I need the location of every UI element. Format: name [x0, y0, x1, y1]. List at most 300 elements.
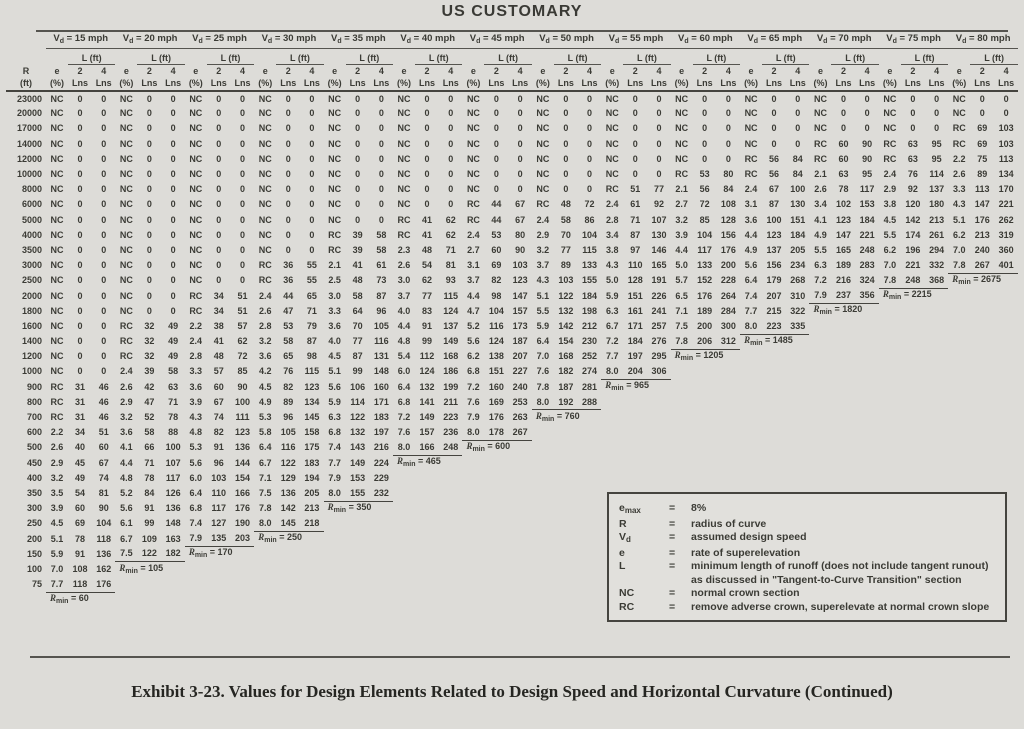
l-2lane-value: 44: [491, 199, 502, 210]
l-2lane-value: 0: [146, 290, 152, 301]
e-value: 4.8: [189, 427, 203, 438]
l-4lane-value: 176: [92, 577, 115, 592]
e-unit: (%): [393, 77, 415, 91]
l-2lane-value: 221: [905, 260, 921, 271]
l-2lane-value: 223: [762, 319, 786, 334]
l-4lane-value: 104: [96, 518, 112, 529]
l-2lane-value: 0: [146, 260, 152, 271]
e-value: 7.6: [467, 396, 480, 407]
l-2lane-value: 89: [977, 169, 988, 180]
l-2lane-value: 54: [422, 260, 433, 271]
l-4lane-value: 175: [304, 442, 320, 453]
l-4lane-value: 115: [304, 366, 320, 377]
l-2lane-value: 207: [766, 290, 782, 301]
l-4lane-value: 0: [101, 169, 107, 180]
l-4lane-value: 183: [373, 412, 389, 423]
l-4lane-value: 0: [170, 199, 176, 210]
e-unit: (%): [324, 77, 346, 91]
l-4lane-value: 0: [864, 93, 870, 104]
l-4lane-value: 145: [304, 412, 320, 423]
l-2lane-value: 0: [355, 153, 361, 164]
runoff-length-header: L (ft): [970, 49, 1018, 65]
l-4lane-value: 184: [790, 229, 806, 240]
l-2lane-value: 153: [350, 472, 366, 483]
e-value: 7.8: [536, 381, 550, 392]
e-value: 2.6: [50, 442, 64, 453]
e-value: RC: [397, 214, 411, 225]
e-value: 5.4: [397, 351, 411, 362]
l-4lane-value: 0: [795, 93, 801, 104]
l-2lane-value: 147: [974, 199, 990, 210]
l-4lane-value: 0: [587, 138, 593, 149]
empty-cell: [809, 334, 878, 349]
l-2lane-value: 0: [979, 93, 985, 104]
legend-definition: radius of curve: [691, 517, 767, 530]
lns-label: Lns: [855, 77, 878, 91]
legend-equals: =: [669, 517, 676, 530]
l-4lane-value: 67: [515, 214, 526, 225]
l-4lane-value: 198: [582, 305, 598, 316]
e-value: 5.1: [536, 290, 550, 301]
lns-label: Lns: [623, 77, 647, 91]
radius-value: 350: [26, 487, 42, 498]
l-2lane-value: 142: [558, 320, 574, 331]
rmin-note: $R_{min} = 350$: [327, 501, 372, 514]
l-4lane-value: 163: [165, 533, 181, 544]
l-4lane-value: 176: [235, 503, 251, 514]
l-2lane-value: 53: [699, 169, 710, 180]
l-4lane-value: 0: [170, 123, 176, 134]
e-value: 5.6: [120, 503, 133, 514]
e-value: NC: [50, 320, 64, 331]
l-4lane-value: 294: [929, 244, 945, 255]
l-2lane-value: 124: [419, 366, 435, 377]
l-2lane-value: 0: [77, 351, 83, 362]
l-4lane-value: 324: [859, 275, 875, 286]
rmin-note: $R_{min} = 465$: [397, 456, 441, 469]
legend-box: [607, 492, 1007, 622]
e-col-spacer: [185, 49, 207, 65]
l-4lane-value: 154: [235, 472, 251, 483]
l-4lane-value: 136: [235, 442, 251, 453]
l-2lane-value: 160: [488, 381, 504, 392]
l-4lane-value: 0: [656, 93, 662, 104]
l-4lane-value: 146: [651, 244, 667, 255]
l-2lane-value: 48: [422, 244, 433, 255]
l-4lane-value: 0: [656, 123, 662, 134]
e-value: 7.8: [258, 503, 272, 514]
l-4lane-value: 184: [859, 214, 875, 225]
l-4lane-value: 213: [304, 503, 320, 514]
empty-cell: [809, 395, 878, 410]
l-2lane-value: 0: [979, 108, 985, 119]
e-value: 4.1: [814, 214, 827, 225]
e-value: NC: [883, 123, 897, 134]
e-value: 4.8: [120, 472, 133, 483]
lns-label: Lns: [578, 77, 601, 91]
l-2lane-value: 0: [146, 184, 152, 195]
e-value: NC: [397, 153, 411, 164]
empty-cell: [254, 592, 323, 607]
e-value: 7.2: [814, 275, 827, 286]
l-2lane-value: 0: [77, 336, 83, 347]
empty-cell: [879, 456, 948, 471]
empty-cell: [671, 456, 740, 471]
e-value: 7.8: [671, 334, 693, 349]
radius-value: 6000: [21, 199, 42, 210]
e-value: 2.7: [675, 199, 688, 210]
table-row: [6, 228, 1018, 243]
l-2lane-value: 0: [77, 93, 83, 104]
l-2lane-value: 196: [905, 244, 921, 255]
e-value: NC: [397, 138, 411, 149]
l-4lane-value: 0: [725, 138, 731, 149]
l-2lane-value: 0: [285, 184, 291, 195]
e-unit: (%): [532, 77, 554, 91]
e-value: RC: [258, 260, 272, 271]
l-2lane-value: 104: [697, 229, 713, 240]
lns-label: Lns: [68, 77, 92, 91]
e-value: 5.9: [605, 290, 619, 301]
empty-cell: [393, 516, 462, 531]
l-2lane-value: 56: [769, 153, 780, 164]
l-2lane-value: 91: [144, 503, 155, 514]
l-4lane-value: 187: [512, 336, 528, 347]
l-2lane-value: 48: [352, 275, 363, 286]
e-value: NC: [189, 138, 203, 149]
l-4lane-value: 0: [934, 108, 940, 119]
e-value: NC: [50, 93, 64, 104]
l-4lane-value: 0: [240, 244, 246, 255]
l-4lane-value: 0: [309, 138, 315, 149]
l-2lane-value: 145: [276, 516, 300, 531]
l-2lane-value: 0: [216, 229, 222, 240]
l-2lane-value: 0: [424, 93, 430, 104]
e-value: RC: [119, 336, 133, 347]
e-value: NC: [675, 153, 689, 164]
l-2lane-value: 129: [280, 472, 296, 483]
l-2lane-value: 0: [146, 214, 152, 225]
l-4lane-value: 274: [582, 366, 598, 377]
l-4lane-value: 0: [240, 169, 246, 180]
l-4lane-value: 0: [725, 108, 731, 119]
l-4lane-value: 0: [101, 123, 107, 134]
l-4lane-value: 0: [587, 169, 593, 180]
l-4lane-value: 0: [309, 123, 315, 134]
l-2lane-value: 0: [216, 93, 222, 104]
l-4lane-value: 0: [170, 244, 176, 255]
table-row: [6, 106, 1018, 121]
e-value: 3.9: [189, 396, 203, 407]
legend-item: [619, 502, 997, 518]
e-value: NC: [50, 229, 64, 240]
empty-cell: [809, 471, 878, 486]
l-2lane-value: 117: [697, 244, 712, 255]
empty-cell: [393, 486, 462, 501]
empty-cell: [740, 349, 809, 364]
l-4lane-value: 131: [373, 351, 389, 362]
e-value: NC: [328, 138, 342, 149]
l-4lane-value: 0: [378, 138, 384, 149]
l-4lane-value: 58: [376, 244, 387, 255]
lane4-label: 4: [309, 66, 315, 76]
l-4lane-value: 81: [98, 487, 109, 498]
l-2lane-value: 215: [766, 305, 782, 316]
e-unit: (%): [879, 77, 901, 91]
l-2lane-value: 39: [352, 244, 363, 255]
header-speed-row: [6, 32, 1018, 49]
radius-value: 5000: [21, 214, 42, 225]
e-value: NC: [189, 184, 203, 195]
e-value: NC: [744, 138, 758, 149]
l-4lane-value: 114: [929, 169, 944, 180]
l-2lane-value: 32: [144, 351, 155, 362]
legend-item: [619, 601, 997, 615]
e-value: 7.9: [328, 472, 341, 483]
e-value: 6.7: [120, 533, 133, 544]
l-2lane-value: 176: [974, 214, 990, 225]
l-4lane-value: 149: [443, 336, 459, 347]
e-value: NC: [50, 184, 64, 195]
e-value: RC: [50, 381, 64, 392]
e-value: 3.6: [744, 214, 758, 225]
l-2lane-value: 0: [493, 123, 499, 134]
empty-cell: [740, 395, 809, 410]
l-2lane-value: 76: [283, 366, 294, 377]
empty-cell: [532, 516, 601, 531]
lane2-label: 2: [355, 66, 361, 76]
l-4lane-value: 117: [165, 472, 181, 483]
e-value: 6.7: [605, 320, 619, 331]
l-4lane-value: 51: [237, 290, 248, 301]
lns-label: Lns: [276, 77, 300, 91]
e-value: NC: [119, 244, 133, 255]
empty-cell: [671, 380, 740, 395]
lns-label: Lns: [484, 77, 508, 91]
e-value: 5.1: [50, 533, 64, 544]
lane4-label: 4: [1003, 66, 1009, 76]
e-value: NC: [466, 169, 480, 180]
lane2-label: 2: [285, 66, 291, 76]
l-4lane-value: 356: [855, 288, 878, 303]
l-4lane-value: 0: [240, 229, 246, 240]
e-label: e: [887, 66, 893, 76]
empty-cell: [254, 577, 323, 592]
l-2lane-value: 0: [285, 123, 291, 134]
empty-cell: [671, 425, 740, 440]
lns-label: Lns: [300, 77, 323, 91]
l-2lane-value: 0: [355, 93, 361, 104]
e-value: 2.1: [814, 169, 827, 180]
l-4lane-value: 0: [725, 93, 731, 104]
empty-cell: [809, 425, 878, 440]
empty-cell: [671, 471, 740, 486]
l-2lane-value: 0: [563, 93, 569, 104]
l-2lane-value: 32: [144, 336, 155, 347]
l-2lane-value: 0: [702, 153, 708, 164]
l-2lane-value: 132: [558, 305, 574, 316]
rmin-note: $R_{min} = 1205$: [674, 350, 724, 363]
e-value: NC: [50, 366, 64, 377]
e-unit: (%): [115, 77, 137, 91]
l-4lane-value: 360: [998, 244, 1014, 255]
lns-label: Lns: [92, 77, 115, 91]
empty-cell: [393, 501, 462, 516]
l-4lane-value: 100: [235, 396, 251, 407]
l-2lane-value: 38: [213, 320, 224, 331]
l-2lane-value: 69: [74, 518, 85, 529]
e-unit: (%): [948, 77, 970, 91]
e-value: NC: [50, 123, 64, 134]
l-2lane-value: 0: [146, 93, 152, 104]
l-4lane-value: 0: [240, 138, 246, 149]
e-label: e: [401, 66, 407, 76]
l-4lane-value: 0: [309, 229, 315, 240]
l-2lane-value: 82: [283, 381, 294, 392]
l-2lane-value: 120: [905, 199, 921, 210]
e-value: NC: [675, 138, 689, 149]
runoff-length-header: L (ft): [554, 49, 601, 65]
e-value: NC: [50, 169, 64, 180]
e-value: 5.6: [744, 260, 758, 271]
l-4lane-value: 199: [443, 381, 459, 392]
empty-cell: [948, 349, 1018, 364]
empty-cell: [879, 349, 948, 364]
l-4lane-value: 58: [376, 229, 387, 240]
l-2lane-value: 0: [77, 123, 83, 134]
l-2lane-value: 0: [771, 93, 777, 104]
e-value: NC: [258, 153, 272, 164]
l-2lane-value: 60: [838, 153, 849, 164]
l-4lane-value: 137: [443, 320, 459, 331]
e-value: 2.8: [258, 320, 272, 331]
l-2lane-value: 248: [901, 273, 925, 288]
e-value: NC: [605, 138, 619, 149]
l-2lane-value: 0: [355, 108, 361, 119]
e-value: 3.4: [605, 229, 619, 240]
l-4lane-value: 0: [240, 260, 246, 271]
e-value: 5.9: [328, 396, 341, 407]
l-2lane-value: 69: [491, 260, 502, 271]
l-2lane-value: 0: [146, 305, 152, 316]
rmin-note: $R_{min} = 105$: [119, 562, 164, 575]
l-4lane-value: 401: [994, 258, 1018, 273]
legend-symbol: $e_{max}$: [619, 502, 641, 515]
l-2lane-value: 184: [627, 336, 643, 347]
legend-equals: =: [669, 502, 676, 514]
e-value: 6.3: [328, 412, 341, 423]
l-2lane-value: 0: [840, 108, 846, 119]
l-4lane-value: 87: [306, 336, 317, 347]
l-2lane-value: 171: [627, 320, 643, 331]
empty-cell: [532, 456, 601, 471]
e-value: NC: [189, 123, 203, 134]
lane4-label: 4: [725, 66, 731, 76]
l-2lane-value: 132: [419, 381, 435, 392]
l-4lane-value: 191: [651, 275, 667, 286]
runoff-length-header: L (ft): [346, 49, 393, 65]
e-value: 3.2: [675, 214, 688, 225]
legend-equals: =: [669, 560, 676, 572]
l-4lane-value: 232: [370, 486, 393, 501]
e-value: NC: [536, 93, 550, 104]
l-4lane-value: 136: [96, 548, 112, 559]
l-4lane-value: 186: [443, 366, 459, 377]
e-value: NC: [50, 290, 64, 301]
l-4lane-value: 332: [929, 260, 945, 271]
l-4lane-value: 0: [725, 123, 731, 134]
e-value: NC: [466, 123, 480, 134]
l-4lane-value: 153: [859, 199, 875, 210]
lane4-label: 4: [656, 66, 662, 76]
l-4lane-value: 130: [651, 229, 667, 240]
e-value: 4.5: [50, 518, 64, 529]
e-value: 5.9: [536, 320, 550, 331]
table-row: [6, 304, 1018, 319]
l-2lane-value: 51: [630, 184, 641, 195]
empty-cell: [948, 456, 1018, 471]
l-2lane-value: 56: [699, 184, 710, 195]
empty-cell: [393, 471, 462, 486]
l-2lane-value: 127: [211, 518, 227, 529]
l-2lane-value: 136: [280, 487, 296, 498]
l-4lane-value: 257: [651, 320, 667, 331]
l-4lane-value: 158: [304, 427, 320, 438]
e-unit: (%): [462, 77, 484, 91]
l-2lane-value: 61: [630, 199, 641, 210]
l-2lane-value: 34: [213, 290, 224, 301]
e-value: 7.4: [744, 290, 758, 301]
e-value: 2.1: [675, 184, 688, 195]
l-2lane-value: 133: [697, 260, 713, 271]
l-2lane-value: 132: [350, 427, 366, 438]
l-2lane-value: 0: [77, 260, 83, 271]
l-2lane-value: 0: [632, 93, 638, 104]
e-col-spacer: [948, 49, 970, 65]
l-2lane-value: 157: [419, 427, 435, 438]
l-2lane-value: 49: [74, 472, 85, 483]
l-2lane-value: 179: [766, 275, 782, 286]
lns-label: Lns: [207, 77, 231, 91]
l-2lane-value: 103: [558, 275, 574, 286]
l-2lane-value: 0: [910, 123, 916, 134]
empty-cell: [462, 486, 531, 501]
runoff-length-header: L (ft): [693, 49, 740, 65]
runoff-length-header: L (ft): [901, 49, 948, 65]
l-2lane-value: 0: [146, 153, 152, 164]
e-value: NC: [189, 214, 203, 225]
legend-symbol: RC: [619, 600, 635, 613]
empty-cell: [671, 395, 740, 410]
l-2lane-value: 52: [144, 412, 155, 423]
l-4lane-value: 0: [101, 93, 107, 104]
rmin-note: $R_{min} = 60$: [50, 593, 89, 606]
l-4lane-value: 0: [101, 305, 107, 316]
l-2lane-value: 0: [493, 169, 499, 180]
l-4lane-value: 78: [168, 412, 179, 423]
l-4lane-value: 95: [862, 169, 873, 180]
lns-label: Lns: [901, 77, 925, 91]
l-4lane-value: 0: [517, 153, 523, 164]
l-4lane-value: 71: [306, 305, 317, 316]
l-4lane-value: 0: [795, 138, 801, 149]
e-value: NC: [605, 169, 619, 180]
l-2lane-value: 114: [350, 396, 365, 407]
l-2lane-value: 213: [974, 229, 990, 240]
l-2lane-value: 44: [491, 214, 502, 225]
lns-label: Lns: [137, 77, 161, 91]
l-2lane-value: 47: [283, 305, 294, 316]
